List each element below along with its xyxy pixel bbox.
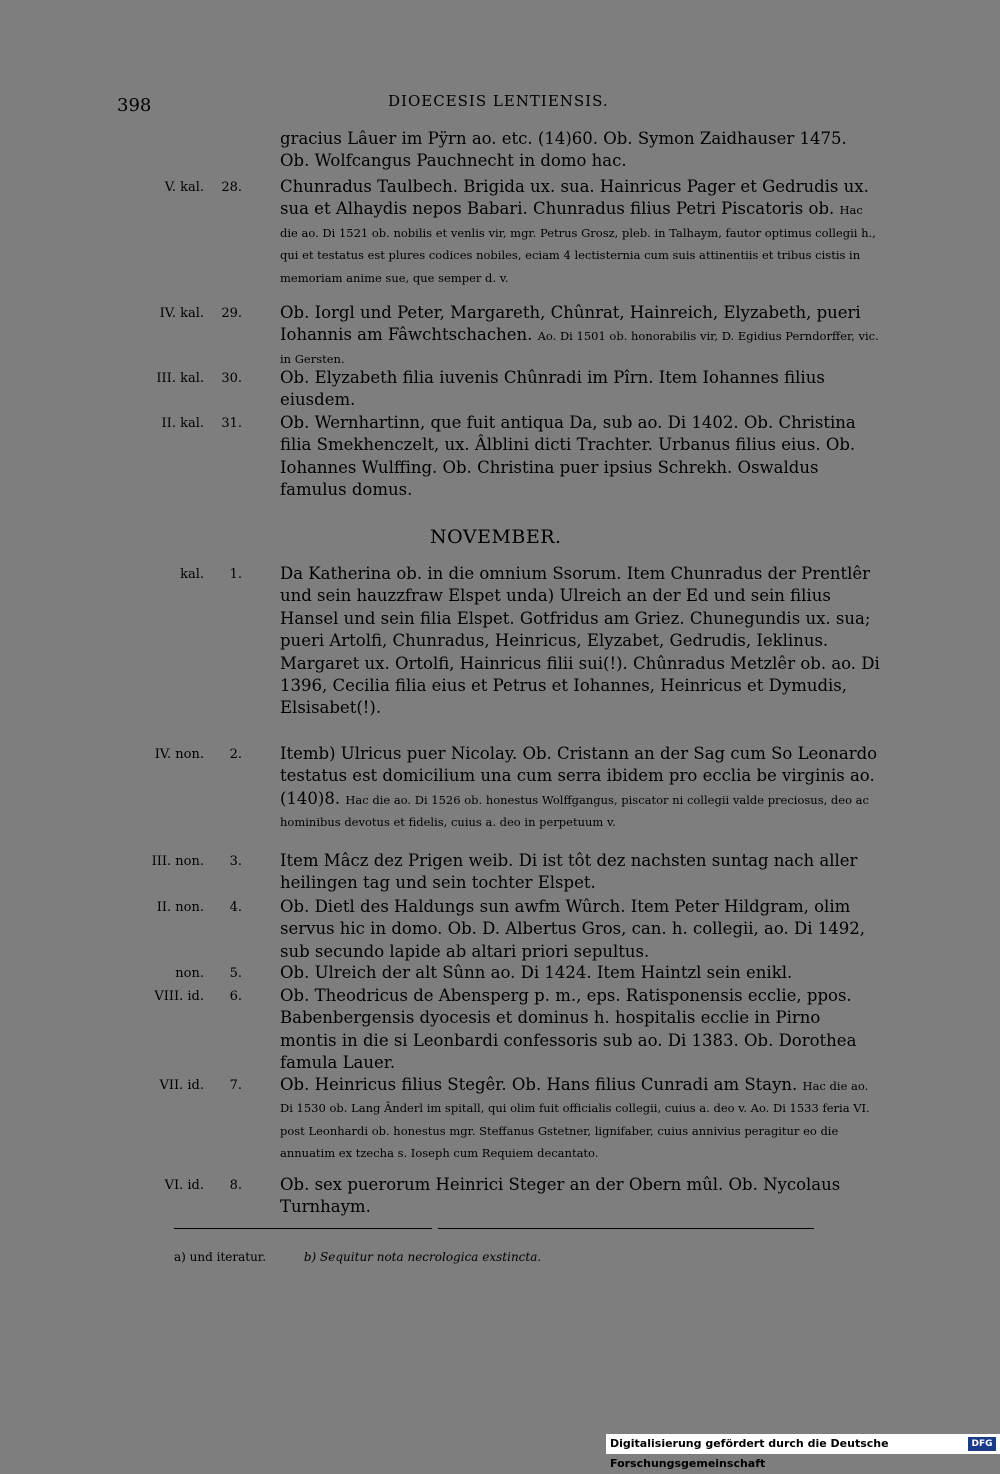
- entry-day: III. kal.: [156, 371, 204, 386]
- entry-text: [258, 302, 880, 369]
- entry-text: [258, 1174, 880, 1219]
- entry-text: [258, 367, 880, 412]
- entry-text: [258, 743, 880, 833]
- entry-note: Ao. Di 1501 ob. honorabilis vir, D. Egidius Perndorffer, vic. in Gersten.: [280, 329, 879, 366]
- entry-text: [258, 985, 880, 1075]
- entry-main: Ob. Wernhartinn, que fuit antiqua Da, sub ao. Di 1402. Ob. Christina filia Smekhenczelt, ux. Âlblini dicti Trachter. Urbanus filius eius. Ob. Iohannes Wulffing. Ob. Christina puer ipsius Schrekh. Oswaldus famulus domus.: [280, 413, 856, 500]
- entry-day: V. kal.: [164, 180, 204, 195]
- entry-day: IV. kal.: [159, 306, 204, 321]
- running-title: DIOECESIS LENTIENSIS.: [388, 92, 609, 110]
- page-number: 398: [117, 95, 152, 116]
- entry-main: Ob. Heinricus filius Stegêr. Ob. Hans filius Cunradi am Stayn.: [280, 1075, 798, 1094]
- entry-number: 5.: [229, 966, 242, 981]
- entry-note: Hac die ao. Di 1521 ob. nobilis et venlis vir, mgr. Petrus Grosz, pleb. in Talhaym, fautor optimus collegii h., qui et testatus est plures codices nobiles, eciam 4 lectisternia cum suis attinentiis et tribus cistis in memoriam anime sue, que semper d. v.: [280, 203, 876, 285]
- footnote-a: a) und iteratur.: [174, 1250, 267, 1264]
- entry-text: [258, 412, 880, 502]
- entry-day: IV. non.: [154, 747, 204, 762]
- entry-main: Ob. Elyzabeth filia iuvenis Chûnradi im Pîrn. Item Iohannes filius eiusdem.: [280, 368, 825, 410]
- entry-number: 30.: [221, 371, 242, 386]
- entry-main: Ob. Theodricus de Abensperg p. m., eps. Ratisponensis ecclie, ppos. Babenbergensis dyocesis et dominus h. hospitalis ecclie in Pirno montis in die si Leonbardi confessoris sub ao. Di 1383. Ob. Dorothea famula Lauer.: [280, 986, 857, 1073]
- entry-main: Ob. sex puerorum Heinrici Steger an der Obern mûl. Ob. Nycolaus Turnhaym.: [280, 1175, 841, 1217]
- entry-note: Hac die ao. Di 1526 ob. honestus Wolffgangus, piscator ni collegii valde preciosus, deo ac hominibus devotus et fidelis, cuius a. deo in perpetuum v.: [280, 792, 869, 830]
- entry-day: III. non.: [151, 854, 204, 869]
- entry-main: Ob. Dietl des Haldungs sun awfm Wûrch. Item Peter Hildgram, olim servus hic in domo. Ob. D. Albertus Gros, can. h. collegii, ao. Di 1492, sub secundo lapide ab altari priori sepultus.: [280, 897, 866, 961]
- entry-day: VII. id.: [159, 1078, 204, 1093]
- dfg-banner-text: Digitalisierung gefördert durch die Deutsche Forschungsgemeinschaft: [610, 1437, 889, 1470]
- section-heading: NOVEMBER.: [430, 526, 562, 548]
- entry-number: 3.: [229, 854, 242, 869]
- footnote-rule-right: [438, 1228, 814, 1229]
- entry-text: [258, 1074, 880, 1164]
- entry-day: VIII. id.: [154, 989, 204, 1004]
- entry-day: non.: [175, 966, 204, 981]
- dfg-banner: [606, 1434, 1000, 1470]
- entry-main: Ob. Iorgl und Peter, Margareth, Chûnrat, Hainreich, Elyzabeth, pueri Iohannis am Fâwchtschachen.: [280, 303, 861, 345]
- entry-number: 8.: [229, 1178, 242, 1193]
- entry-note: Hac die ao. Di 1530 ob. Lang Ânderl im spitall, qui olim fuit officialis collegii, cuius a. deo v. Ao. Di 1533 feria VI. post Leonhardi ob. honestus mgr. Steffanus Gstetner, lignifaber, cuius annivius peragitur eo die annuatim ex tzecha s. Ioseph cum Requiem decantato.: [280, 1079, 870, 1161]
- entry-day: II. non.: [156, 900, 204, 915]
- entry-text: [258, 896, 880, 963]
- entry-number: 29.: [221, 306, 242, 321]
- entry-text: [258, 176, 880, 288]
- entry-day: kal.: [180, 567, 204, 582]
- entry-number: 1.: [229, 567, 242, 582]
- entry-number: 7.: [229, 1078, 242, 1093]
- entry-number: 2.: [229, 747, 242, 762]
- entry-number: 4.: [229, 900, 242, 915]
- dfg-logo: DFG: [968, 1437, 996, 1451]
- entry-main: Ob. Ulreich der alt Sûnn ao. Di 1424. Item Haintzl sein enikl.: [280, 963, 793, 982]
- entry-main: Item Mâcz dez Prigen weib. Di ist tôt dez nachsten suntag nach aller heilingen tag und sein tochter Elspet.: [280, 851, 858, 893]
- entry-main: Itemb) Ulricus puer Nicolay. Ob. Cristann an der Sag cum So Leonardo testatus est domicilium una cum serra ibidem pro ecclia be virginis ao. (140)8.: [280, 744, 878, 808]
- footnotes: [174, 1250, 575, 1264]
- entry-text: [258, 962, 880, 984]
- entry-number: 6.: [229, 989, 242, 1004]
- entry-main: Chunradus Taulbech. Brigida ux. sua. Hainricus Pager et Gedrudis ux. sua et Alhaydis nepos Babari. Chunradus filius Petri Piscatoris ob.: [280, 177, 869, 219]
- entry-day: II. kal.: [161, 416, 204, 431]
- entry-text: [258, 850, 880, 895]
- entry-number: 31.: [221, 416, 242, 431]
- lead-text: gracius Lâuer im Pÿrn ao. etc. (14)60. Ob. Symon Zaidhauser 1475. Ob. Wolfcangus Pauchnecht in domo hac.: [280, 129, 847, 170]
- entry-main: Da Katherina ob. in die omnium Ssorum. Item Chunradus der Prentlêr und sein hauzzfraw Elspet unda) Ulreich an der Ed und sein filius Hansel und sein filia Elspet. Gotfridus am Griez. Chunegundis ux. sua; pueri Artolfi, Chunradus, Heinricus, Elyzabet, Gedrudis, Ieklinus. Margaret ux. Ortolfi, Hainricus filii sui(!). Chûnradus Metzlêr ob. ao. Di 1396, Cecilia filia eius et Petrus et Iohannes, Heinricus et Dymudis, Elsisabet(!).: [280, 564, 880, 718]
- entry-day: VI. id.: [164, 1178, 204, 1193]
- footnote-rule-left: [174, 1228, 432, 1229]
- footnote-b: b) Sequitur nota necrologica exstincta.: [303, 1250, 542, 1264]
- entry-text: [258, 563, 880, 720]
- entry-number: 28.: [221, 180, 242, 195]
